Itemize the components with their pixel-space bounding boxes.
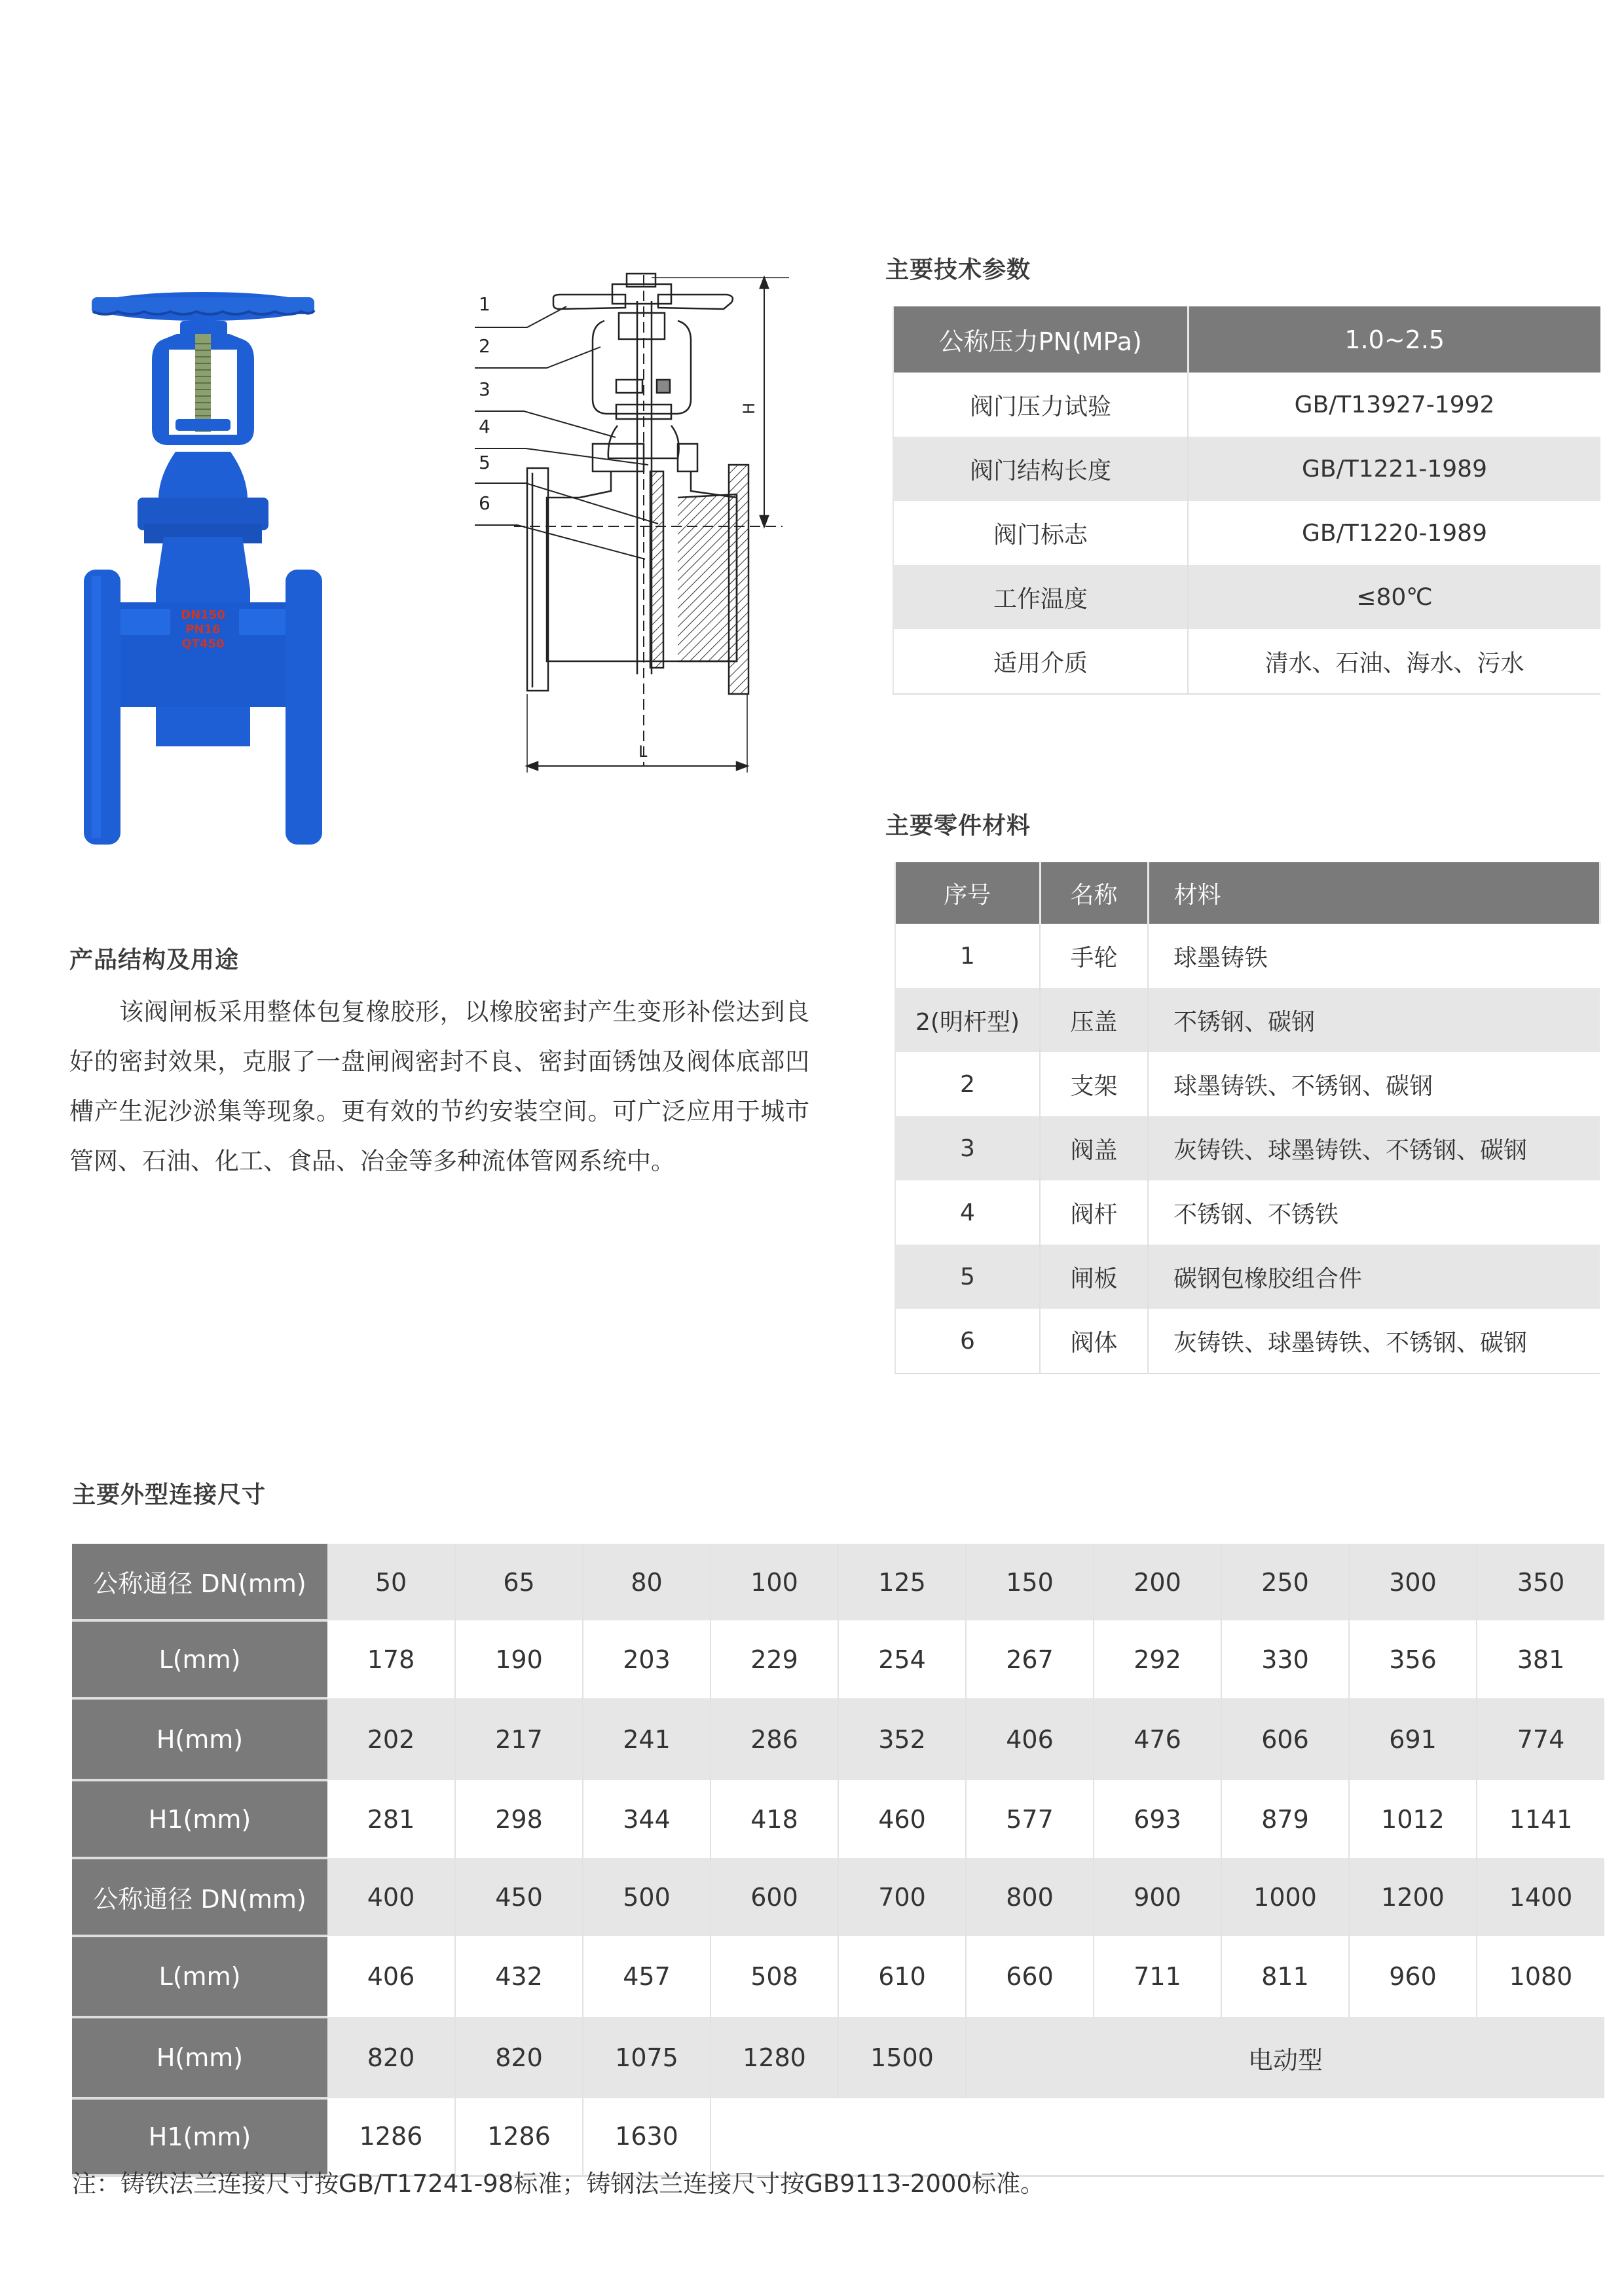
dimension-cell: 1500: [838, 2017, 966, 2098]
dimension-cell: 600: [710, 1858, 838, 1936]
dimension-cell: 330: [1221, 1620, 1349, 1698]
row-header: L(mm): [72, 1620, 327, 1698]
dimension-cell: 281: [327, 1780, 455, 1858]
param-value: GB/T13927-1992: [1188, 373, 1600, 437]
header-material: 材料: [1148, 862, 1600, 924]
dimension-cell: 50: [327, 1544, 455, 1620]
dimension-cell: 1200: [1349, 1858, 1477, 1936]
part-no: 4: [895, 1180, 1040, 1245]
dimension-cell: 457: [583, 1936, 710, 2017]
dimension-cell: 80: [583, 1544, 710, 1620]
footnote: 注：铸铁法兰连接尺寸按GB/T17241-98标准；铸钢法兰连接尺寸按GB9113-2000标准。: [72, 2170, 1044, 2198]
dimension-cell: 267: [966, 1620, 1094, 1698]
table-row: [895, 1309, 1600, 1374]
description-title: 产品结构及用途: [69, 947, 240, 974]
table-row: [895, 1245, 1600, 1309]
part-name: 阀杆: [1040, 1180, 1148, 1245]
table-row: [72, 1858, 1604, 1936]
merged-note-cell: 电动型: [966, 2017, 1604, 2098]
dimension-cell: 811: [1221, 1936, 1349, 2017]
row-header: 公称通径 DN(mm): [72, 1858, 327, 1936]
dimension-cell: 1630: [583, 2098, 710, 2176]
dimensions-title: 主要外型连接尺寸: [72, 1482, 267, 1508]
dimension-cell: 700: [838, 1858, 966, 1936]
dimension-cell: 241: [583, 1698, 710, 1780]
dimensions-table: [72, 1544, 1604, 2177]
dimension-cell: 406: [966, 1698, 1094, 1780]
param-value: GB/T1221-1989: [1188, 437, 1600, 501]
dimension-cell: 292: [1094, 1620, 1221, 1698]
dimension-cell: 606: [1221, 1698, 1349, 1780]
part-name: 手轮: [1040, 924, 1148, 988]
svg-text:DN150: DN150: [181, 608, 225, 622]
dimension-cell: 352: [838, 1698, 966, 1780]
dimension-cell: 418: [710, 1780, 838, 1858]
callout-1: 1: [479, 293, 490, 315]
part-name: 支架: [1040, 1052, 1148, 1116]
tech-params-header-row: [893, 306, 1600, 373]
param-label: 适用介质: [893, 629, 1188, 694]
valve-section-drawing: [462, 268, 828, 818]
param-label: 阀门标志: [893, 501, 1188, 565]
row-header: H1(mm): [72, 1780, 327, 1858]
gate-valve-image: [79, 288, 327, 851]
dimension-cell: 1286: [455, 2098, 583, 2176]
tech-params-table: [893, 306, 1600, 695]
part-no: 6: [895, 1309, 1040, 1374]
param-value: ≤80℃: [1188, 565, 1600, 629]
dimension-cell: 820: [455, 2017, 583, 2098]
dimension-cell: 300: [1349, 1544, 1477, 1620]
dimension-cell: 820: [327, 2017, 455, 2098]
row-header: H(mm): [72, 1698, 327, 1780]
part-no: 5: [895, 1245, 1040, 1309]
part-material: 灰铸铁、球墨铸铁、不锈钢、碳钢: [1148, 1116, 1600, 1180]
row-header: 公称通径 DN(mm): [72, 1544, 327, 1620]
callout-2: 2: [479, 335, 490, 357]
table-row: [893, 565, 1600, 629]
dimension-cell: 500: [583, 1858, 710, 1936]
part-material: 灰铸铁、球墨铸铁、不锈钢、碳钢: [1148, 1309, 1600, 1374]
dimension-cell: 381: [1477, 1620, 1604, 1698]
dimension-cell: 577: [966, 1780, 1094, 1858]
dimension-cell: 711: [1094, 1936, 1221, 2017]
param-label: 工作温度: [893, 565, 1188, 629]
tech-params-title: 主要技术参数: [885, 257, 1031, 283]
dimension-cell: 476: [1094, 1698, 1221, 1780]
dimension-cell: 100: [710, 1544, 838, 1620]
dimension-cell: 1075: [583, 2017, 710, 2098]
part-material: 不锈钢、不锈铁: [1148, 1180, 1600, 1245]
param-label: 阀门压力试验: [893, 373, 1188, 437]
param-value: GB/T1220-1989: [1188, 501, 1600, 565]
part-material: 碳钢包橡胶组合件: [1148, 1245, 1600, 1309]
table-row: [72, 2017, 1604, 2098]
dimension-cell: 229: [710, 1620, 838, 1698]
table-row: [895, 1180, 1600, 1245]
dimension-cell: 610: [838, 1936, 966, 2017]
dimension-cell: 406: [327, 1936, 455, 2017]
param-label: 阀门结构长度: [893, 437, 1188, 501]
part-name: 阀盖: [1040, 1116, 1148, 1180]
part-no: 3: [895, 1116, 1040, 1180]
dimension-cell: 125: [838, 1544, 966, 1620]
part-material: 不锈钢、碳钢: [1148, 988, 1600, 1052]
table-row: [893, 629, 1600, 694]
dimension-cell: 150: [966, 1544, 1094, 1620]
dimension-cell: 203: [583, 1620, 710, 1698]
materials-title: 主要零件材料: [885, 812, 1031, 839]
header-name: 名称: [1040, 862, 1148, 924]
dimension-cell: 217: [455, 1698, 583, 1780]
valve-photo: [79, 288, 327, 851]
dimension-cell: 508: [710, 1936, 838, 2017]
dimension-cell: 190: [455, 1620, 583, 1698]
materials-header-row: [895, 862, 1600, 924]
row-header: H1(mm): [72, 2098, 327, 2176]
part-no: 2: [895, 1052, 1040, 1116]
dimension-cell: 178: [327, 1620, 455, 1698]
table-row: [893, 437, 1600, 501]
svg-text:QT450: QT450: [181, 637, 225, 651]
dimension-cell: 660: [966, 1936, 1094, 2017]
part-no: 2(明杆型): [895, 988, 1040, 1052]
table-row: [895, 988, 1600, 1052]
table-row: [72, 1620, 1604, 1698]
dimension-cell: 1400: [1477, 1858, 1604, 1936]
dimension-cell: 460: [838, 1780, 966, 1858]
dimension-cell: 1000: [1221, 1858, 1349, 1936]
dimension-cell: 693: [1094, 1780, 1221, 1858]
callout-6: 6: [479, 492, 490, 514]
dimension-h-label: H: [740, 402, 759, 415]
row-header: H(mm): [72, 2017, 327, 2098]
header-no: 序号: [895, 862, 1040, 924]
dimension-cell: 350: [1477, 1544, 1604, 1620]
table-row: [893, 373, 1600, 437]
part-name: 阀体: [1040, 1309, 1148, 1374]
table-row: [895, 1116, 1600, 1180]
table-row: [895, 1052, 1600, 1116]
table-row: [72, 1936, 1604, 2017]
part-name: 压盖: [1040, 988, 1148, 1052]
pressure-label: 公称压力PN(MPa): [893, 306, 1188, 373]
dimension-cell: 286: [710, 1698, 838, 1780]
param-value: 清水、石油、海水、污水: [1188, 629, 1600, 694]
pressure-value: 1.0~2.5: [1188, 306, 1600, 373]
row-header: L(mm): [72, 1936, 327, 2017]
svg-text:PN16: PN16: [185, 623, 221, 636]
dimension-l-label: L: [638, 742, 648, 761]
dimension-cell: 250: [1221, 1544, 1349, 1620]
part-material: 球墨铸铁: [1148, 924, 1600, 988]
dimension-cell: 202: [327, 1698, 455, 1780]
dimension-cell: 900: [1094, 1858, 1221, 1936]
part-no: 1: [895, 924, 1040, 988]
dimension-cell: 344: [583, 1780, 710, 1858]
dimension-cell: 691: [1349, 1698, 1477, 1780]
dimension-cell: 432: [455, 1936, 583, 2017]
table-row: [72, 1698, 1604, 1780]
dimension-cell: 200: [1094, 1544, 1221, 1620]
materials-table: [895, 862, 1601, 1374]
table-row: [893, 501, 1600, 565]
dimension-cell: 356: [1349, 1620, 1477, 1698]
callout-3: 3: [479, 378, 490, 400]
dimension-cell: 1141: [1477, 1780, 1604, 1858]
table-row: [895, 924, 1600, 988]
dimension-cell: 254: [838, 1620, 966, 1698]
dimension-cell: 1012: [1349, 1780, 1477, 1858]
dimension-cell: 774: [1477, 1698, 1604, 1780]
part-name: 闸板: [1040, 1245, 1148, 1309]
dimension-cell: 879: [1221, 1780, 1349, 1858]
dimension-cell: 400: [327, 1858, 455, 1936]
dimension-cell: 298: [455, 1780, 583, 1858]
dimension-cell: 1286: [327, 2098, 455, 2176]
dimension-cell: 450: [455, 1858, 583, 1936]
dimension-cell: 800: [966, 1858, 1094, 1936]
dimension-cell: 1080: [1477, 1936, 1604, 2017]
table-row: [72, 1544, 1604, 1620]
dimension-cell: 65: [455, 1544, 583, 1620]
table-row: [72, 1780, 1604, 1858]
part-material: 球墨铸铁、不锈钢、碳钢: [1148, 1052, 1600, 1116]
dimension-cell: 960: [1349, 1936, 1477, 2017]
callout-5: 5: [479, 452, 490, 473]
description-text: 该阀闸板采用整体包复橡胶形，以橡胶密封产生变形补偿达到良好的密封效果，克服了一盘闸阀密封不良、密封面锈蚀及阀体底部凹槽产生泥沙淤集等现象。更有效的节约安装空间。可广泛应用于城市管网、石油、化工、食品、冶金等多种流体管网系统中。: [69, 998, 809, 1175]
callout-4: 4: [479, 416, 490, 437]
dimension-cell: 1280: [710, 2017, 838, 2098]
